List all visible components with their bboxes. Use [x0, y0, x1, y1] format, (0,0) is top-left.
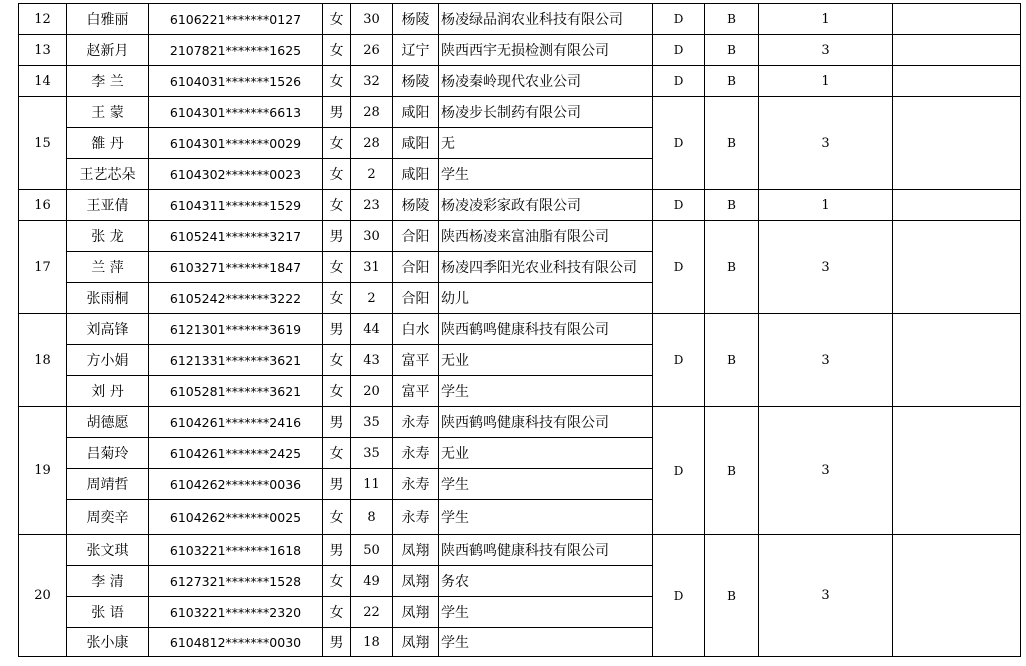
remarks-cell	[893, 97, 1021, 190]
member-origin: 咸阳	[393, 128, 439, 159]
member-age: 43	[351, 345, 393, 376]
member-id: 6104301*******0029	[149, 128, 323, 159]
member-sex: 男	[323, 221, 351, 252]
remarks-cell	[893, 4, 1021, 35]
member-sex: 男	[323, 97, 351, 128]
member-origin: 杨陵	[393, 4, 439, 35]
member-age: 26	[351, 35, 393, 66]
member-id: 6104261*******2425	[149, 438, 323, 469]
member-sex: 女	[323, 252, 351, 283]
member-sex: 男	[323, 407, 351, 438]
member-id: 6106221*******0127	[149, 4, 323, 35]
member-id: 6103221*******1618	[149, 535, 323, 566]
household-count: 1	[759, 190, 893, 221]
member-workplace: 无业	[439, 345, 653, 376]
household-count: 3	[759, 97, 893, 190]
member-origin: 凤翔	[393, 597, 439, 628]
member-id: 6104031*******1526	[149, 66, 323, 97]
member-workplace: 幼儿	[439, 283, 653, 314]
member-age: 22	[351, 597, 393, 628]
row-number: 17	[19, 221, 67, 314]
grade-d: D	[653, 66, 705, 97]
table-row	[19, 4, 1021, 35]
member-id: 6104311*******1529	[149, 190, 323, 221]
member-workplace: 学生	[439, 500, 653, 535]
grade-d: D	[653, 4, 705, 35]
member-sex: 男	[323, 314, 351, 345]
member-name: 张 语	[67, 597, 149, 628]
member-name: 张小康	[67, 628, 149, 657]
remarks-cell	[893, 66, 1021, 97]
member-age: 49	[351, 566, 393, 597]
household-count: 3	[759, 35, 893, 66]
member-age: 35	[351, 438, 393, 469]
member-origin: 富平	[393, 376, 439, 407]
member-workplace: 无	[439, 128, 653, 159]
member-sex: 女	[323, 4, 351, 35]
member-origin: 凤翔	[393, 628, 439, 657]
table-row	[19, 190, 1021, 221]
household-count: 1	[759, 4, 893, 35]
member-id: 6105242*******3222	[149, 283, 323, 314]
member-sex: 女	[323, 345, 351, 376]
member-origin: 咸阳	[393, 97, 439, 128]
member-sex: 女	[323, 35, 351, 66]
table-body	[19, 4, 1021, 657]
member-workplace: 陕西鹤鸣健康科技有限公司	[439, 535, 653, 566]
member-origin: 合阳	[393, 221, 439, 252]
member-sex: 女	[323, 128, 351, 159]
member-id: 6104262*******0025	[149, 500, 323, 535]
row-number: 12	[19, 4, 67, 35]
remarks-cell	[893, 535, 1021, 657]
grade-d: D	[653, 535, 705, 657]
member-age: 44	[351, 314, 393, 345]
member-age: 35	[351, 407, 393, 438]
remarks-cell	[893, 35, 1021, 66]
member-name: 方小娟	[67, 345, 149, 376]
member-id: 6105241*******3217	[149, 221, 323, 252]
member-name: 吕菊玲	[67, 438, 149, 469]
member-sex: 男	[323, 469, 351, 500]
row-number: 15	[19, 97, 67, 190]
member-id: 6104301*******6613	[149, 97, 323, 128]
grade-d: D	[653, 221, 705, 314]
member-name: 周靖哲	[67, 469, 149, 500]
member-age: 28	[351, 128, 393, 159]
member-name: 王艺芯朵	[67, 159, 149, 190]
member-workplace: 陕西西宇无损检测有限公司	[439, 35, 653, 66]
member-name: 张雨桐	[67, 283, 149, 314]
member-origin: 杨陵	[393, 190, 439, 221]
table-row	[19, 66, 1021, 97]
table-row	[19, 407, 1021, 438]
member-name: 刘 丹	[67, 376, 149, 407]
member-age: 20	[351, 376, 393, 407]
grade-b: B	[705, 221, 759, 314]
grade-b: B	[705, 66, 759, 97]
member-name: 雒 丹	[67, 128, 149, 159]
member-name: 张 龙	[67, 221, 149, 252]
member-age: 23	[351, 190, 393, 221]
household-count: 3	[759, 314, 893, 407]
member-name: 赵新月	[67, 35, 149, 66]
row-number: 14	[19, 66, 67, 97]
member-name: 胡德愿	[67, 407, 149, 438]
member-age: 2	[351, 159, 393, 190]
member-name: 李 清	[67, 566, 149, 597]
table-row	[19, 535, 1021, 566]
member-workplace: 杨凌绿品润农业科技有限公司	[439, 4, 653, 35]
household-count: 3	[759, 535, 893, 657]
member-origin: 咸阳	[393, 159, 439, 190]
member-age: 32	[351, 66, 393, 97]
member-sex: 女	[323, 597, 351, 628]
grade-d: D	[653, 35, 705, 66]
member-workplace: 学生	[439, 376, 653, 407]
row-number: 16	[19, 190, 67, 221]
member-workplace: 无业	[439, 438, 653, 469]
member-id: 6103221*******2320	[149, 597, 323, 628]
member-workplace: 陕西鹤鸣健康科技有限公司	[439, 407, 653, 438]
member-id: 6105281*******3621	[149, 376, 323, 407]
member-id: 6104261*******2416	[149, 407, 323, 438]
member-name: 周奕辛	[67, 500, 149, 535]
member-age: 30	[351, 4, 393, 35]
member-age: 18	[351, 628, 393, 657]
member-workplace: 杨凌步长制药有限公司	[439, 97, 653, 128]
member-age: 2	[351, 283, 393, 314]
member-workplace: 务农	[439, 566, 653, 597]
member-age: 30	[351, 221, 393, 252]
grade-b: B	[705, 35, 759, 66]
member-workplace: 学生	[439, 469, 653, 500]
member-sex: 女	[323, 159, 351, 190]
grade-d: D	[653, 314, 705, 407]
member-origin: 永寿	[393, 500, 439, 535]
grade-d: D	[653, 407, 705, 535]
grade-d: D	[653, 190, 705, 221]
member-name: 张文琪	[67, 535, 149, 566]
member-workplace: 杨凌四季阳光农业科技有限公司	[439, 252, 653, 283]
member-age: 28	[351, 97, 393, 128]
member-sex: 女	[323, 566, 351, 597]
member-id: 6104812*******0030	[149, 628, 323, 657]
member-sex: 男	[323, 628, 351, 657]
table-row	[19, 314, 1021, 345]
member-sex: 男	[323, 535, 351, 566]
table-row	[19, 35, 1021, 66]
member-origin: 辽宁	[393, 35, 439, 66]
row-number: 13	[19, 35, 67, 66]
member-workplace: 学生	[439, 159, 653, 190]
member-sex: 女	[323, 500, 351, 535]
member-id: 6104302*******0023	[149, 159, 323, 190]
grade-b: B	[705, 97, 759, 190]
member-origin: 白水	[393, 314, 439, 345]
member-id: 6104262*******0036	[149, 469, 323, 500]
member-name: 白雅丽	[67, 4, 149, 35]
grade-b: B	[705, 190, 759, 221]
member-origin: 富平	[393, 345, 439, 376]
member-origin: 凤翔	[393, 535, 439, 566]
member-age: 8	[351, 500, 393, 535]
member-origin: 杨陵	[393, 66, 439, 97]
household-count: 1	[759, 66, 893, 97]
member-workplace: 杨凌秦岭现代农业公司	[439, 66, 653, 97]
row-number: 20	[19, 535, 67, 657]
applicant-table	[18, 3, 1021, 657]
remarks-cell	[893, 221, 1021, 314]
member-sex: 女	[323, 438, 351, 469]
grade-b: B	[705, 314, 759, 407]
member-origin: 合阳	[393, 252, 439, 283]
table-row	[19, 97, 1021, 128]
member-age: 50	[351, 535, 393, 566]
grade-b: B	[705, 407, 759, 535]
grade-d: D	[653, 97, 705, 190]
member-workplace: 杨凌凌彩家政有限公司	[439, 190, 653, 221]
member-name: 李 兰	[67, 66, 149, 97]
member-name: 兰 萍	[67, 252, 149, 283]
member-workplace: 陕西鹤鸣健康科技有限公司	[439, 314, 653, 345]
member-sex: 女	[323, 376, 351, 407]
member-name: 王亚倩	[67, 190, 149, 221]
member-id: 6127321*******1528	[149, 566, 323, 597]
member-age: 11	[351, 469, 393, 500]
member-id: 2107821*******1625	[149, 35, 323, 66]
member-id: 6121301*******3619	[149, 314, 323, 345]
household-count: 3	[759, 221, 893, 314]
remarks-cell	[893, 314, 1021, 407]
row-number: 19	[19, 407, 67, 535]
member-workplace: 学生	[439, 597, 653, 628]
member-sex: 女	[323, 190, 351, 221]
member-origin: 合阳	[393, 283, 439, 314]
member-name: 刘高锋	[67, 314, 149, 345]
member-origin: 永寿	[393, 438, 439, 469]
member-id: 6121331*******3621	[149, 345, 323, 376]
member-workplace: 陕西杨凌来富油脂有限公司	[439, 221, 653, 252]
member-sex: 女	[323, 283, 351, 314]
grade-b: B	[705, 535, 759, 657]
member-origin: 凤翔	[393, 566, 439, 597]
member-sex: 女	[323, 66, 351, 97]
member-origin: 永寿	[393, 407, 439, 438]
row-number: 18	[19, 314, 67, 407]
member-id: 6103271*******1847	[149, 252, 323, 283]
remarks-cell	[893, 190, 1021, 221]
remarks-cell	[893, 407, 1021, 535]
member-origin: 永寿	[393, 469, 439, 500]
grade-b: B	[705, 4, 759, 35]
table-row	[19, 221, 1021, 252]
member-name: 王 蒙	[67, 97, 149, 128]
member-age: 31	[351, 252, 393, 283]
member-workplace: 学生	[439, 628, 653, 657]
household-count: 3	[759, 407, 893, 535]
